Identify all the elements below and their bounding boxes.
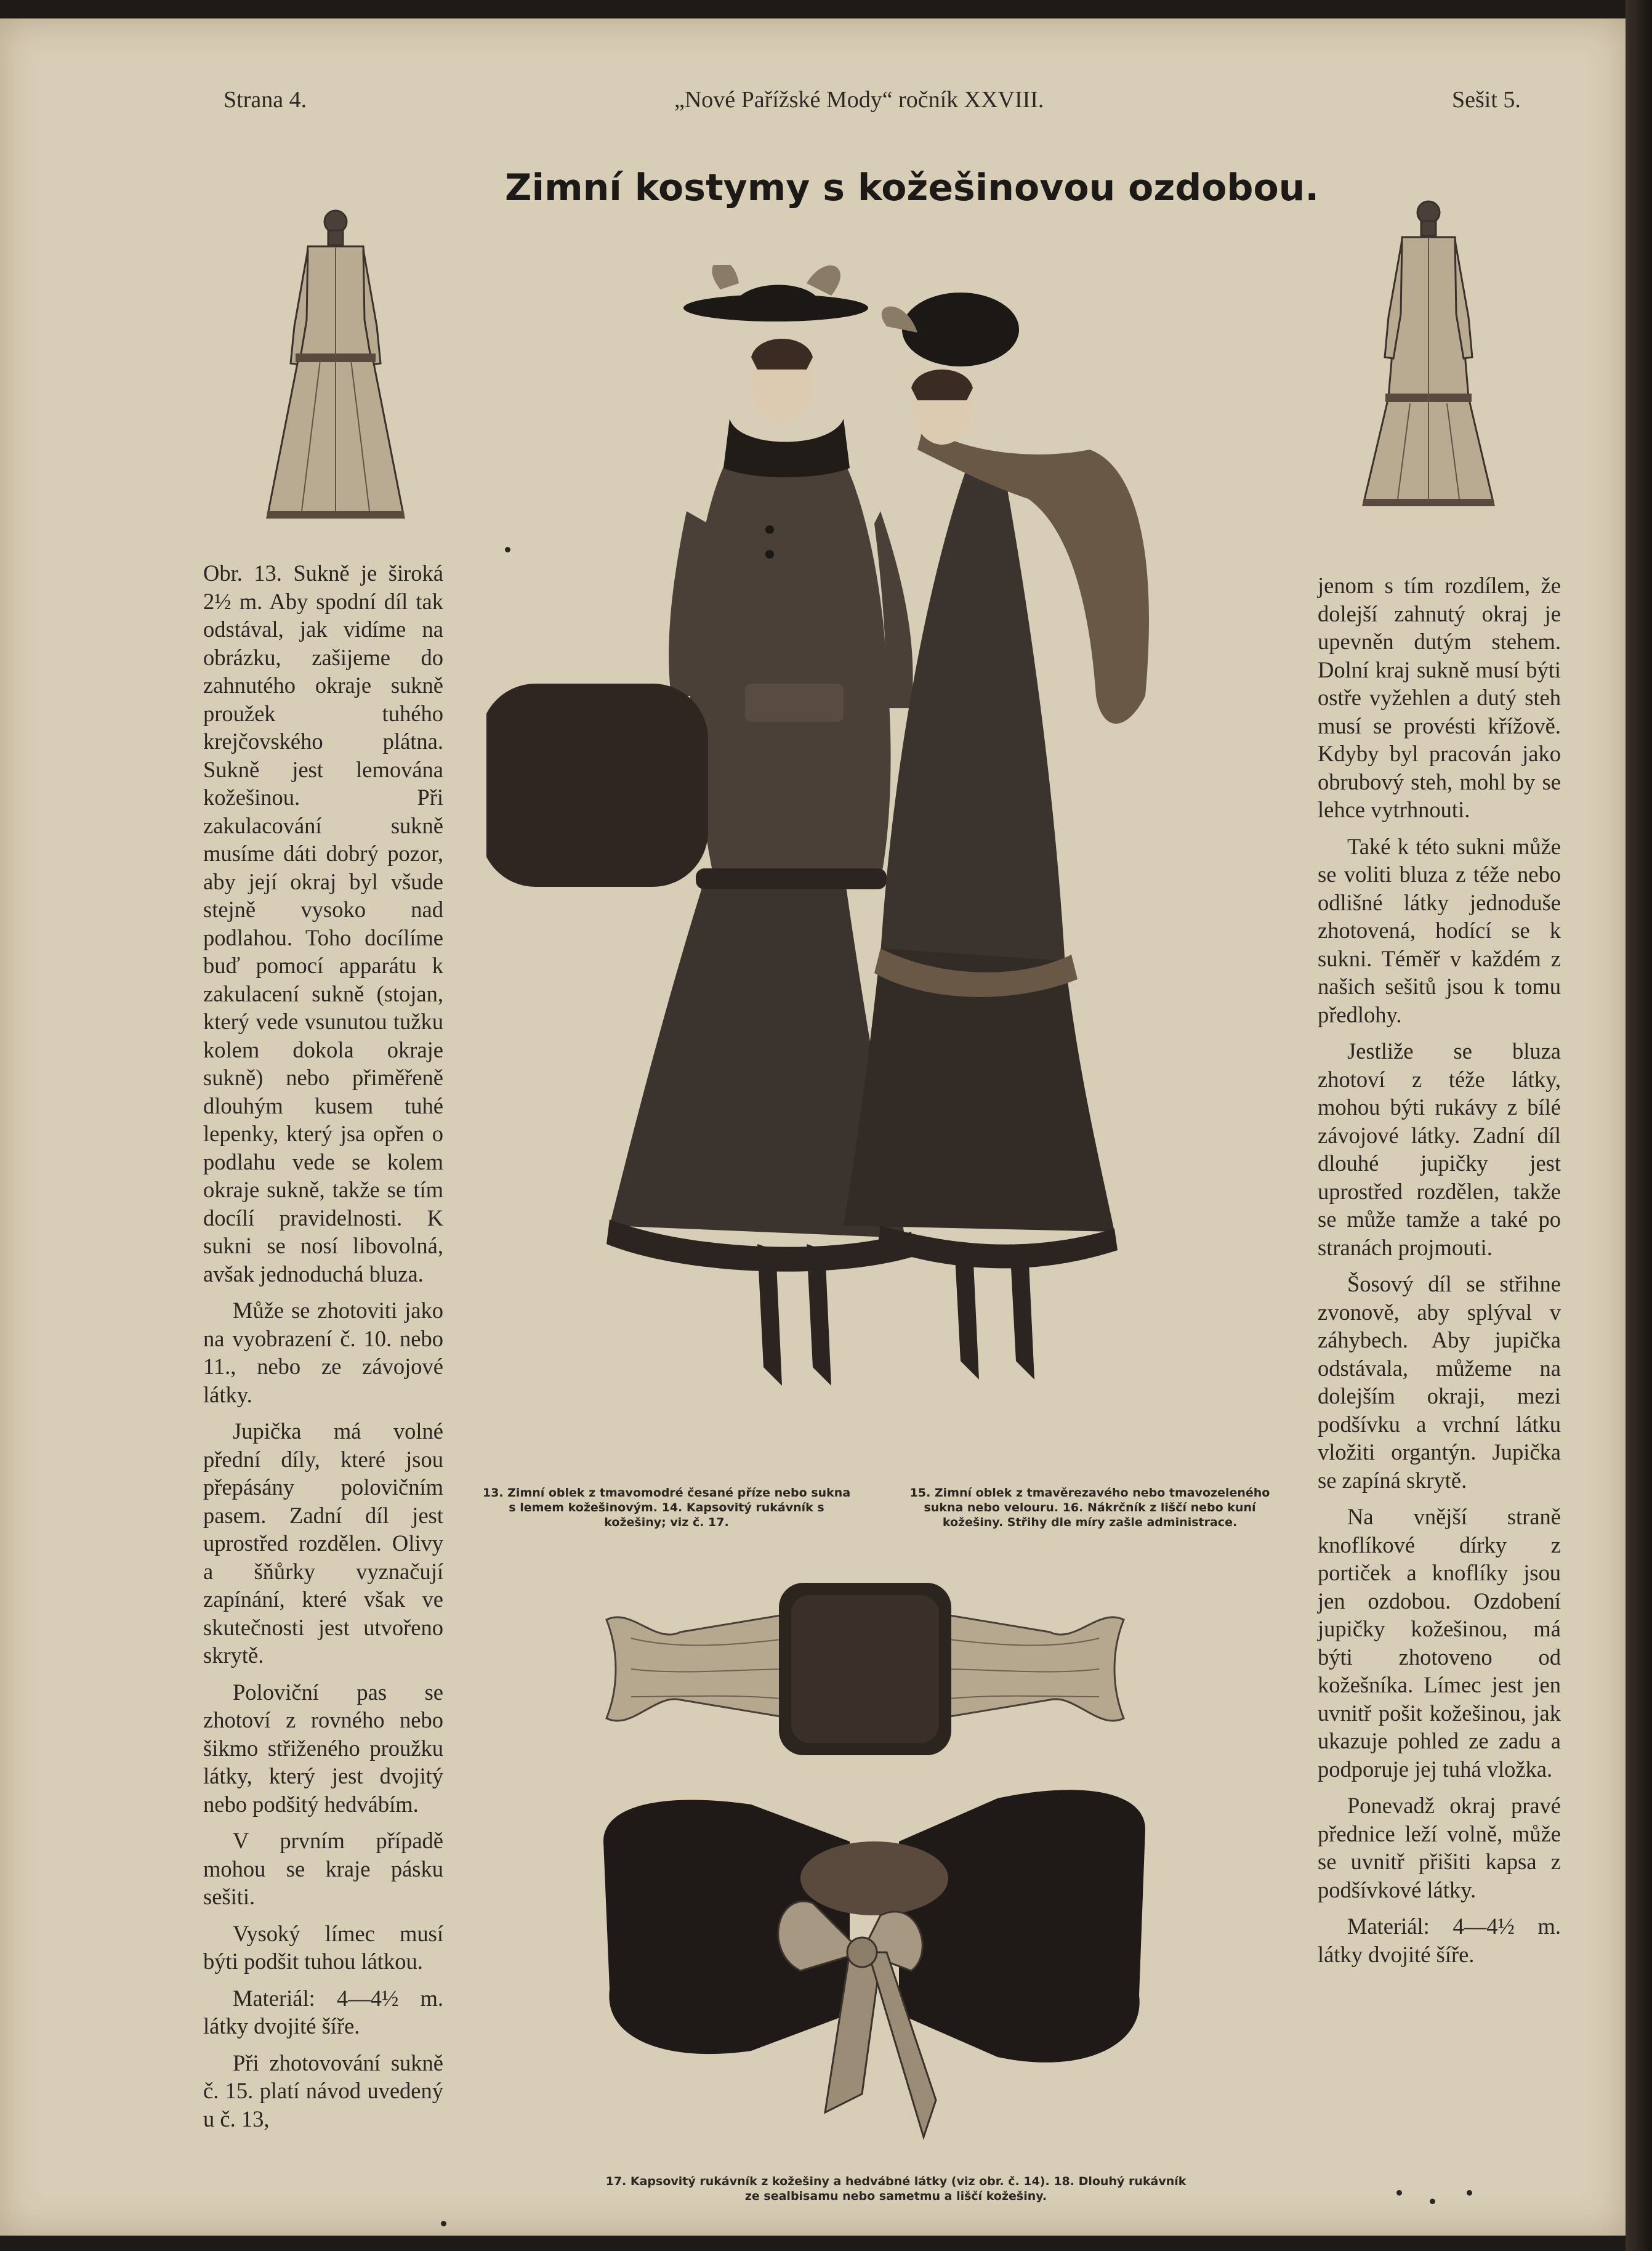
- right-paragraph: Také k této sukni může se voliti bluza z téže nebo odlišné látky jednoduše zhotovená, hodící se k sukni. Téměř v každém z našich sešitů jsou k tomu předlohy.: [1318, 833, 1561, 1027]
- right-paragraph: Na vnější straně knoflíkové dírky z portiček a knoflíky jsou jen ozdobou. Ozdobení jupičky kožešinou, má býti zhotoveno od kožešníka. Límec jest jen uvnitř pošit kožešinou, jak ukazuje pohled ze zadu a podporuje jej tuhá vložka.: [1318, 1504, 1561, 1782]
- magazine-name: „Nové Pařížské Mody“ ročník XXVIII.: [674, 87, 1044, 113]
- right-paragraph: Šosový díl se střihne zvonově, aby splýval v záhybech. Aby jupička odstávala, můžeme na dolejším okraji, mezi podšívku a vrchní látku vložiti organtýn. Jupička se zapíná skrytě.: [1318, 1271, 1561, 1493]
- big-muff: [486, 684, 708, 887]
- muff-sealbisam-with-bow: [591, 1768, 1158, 2149]
- ornament-dot: [1467, 2190, 1472, 2196]
- left-paragraph: Poloviční pas se zhotoví z rovného nebo šikmo střiženého proužku látky, který jest dvojitý nebo podšitý hedvábím.: [203, 1679, 443, 1817]
- caption-figures-17-18: 17. Kapsovitý rukávník z kožešiny a hedvábné látky (viz obr. č. 14). 18. Dlouhý rukávník ze sealbisamu nebo sametmu a liščí kožešiny.: [605, 2175, 1187, 2203]
- left-paragraph: Jupička má volné přední díly, které jsou přepásány polovičním pasem. Zadní díl jest uprostřed rozdělen. Olivy a šňůrky vyznačují zapínání, které však ve skutečnosti jest utvořeno skrytě.: [203, 1418, 443, 1668]
- back-view-sketch-left: [259, 203, 413, 523]
- print-speck: [441, 2221, 446, 2226]
- magazine-page: [0, 18, 1626, 2236]
- right-paragraph: Ponevadž okraj pravé přednice leží volně, může se uvnitř přišiti kapsa z podšívkové látky.: [1318, 1793, 1561, 1902]
- right-paragraph: jenom s tím rozdílem, že dolejší zahnutý okraj je upevněn dutým stehem. Dolní kraj sukně musí býti ostře vyžehlen a dutý steh musí se provésti křížově. Kdyby byl pracován jako obrubový steh, mohl by se lehce vytrhnouti.: [1318, 573, 1561, 822]
- left-paragraph: Při zhotovování sukně č. 15. platí návod uvedený u č. 13,: [203, 2050, 443, 2132]
- left-paragraph: Může se zhotoviti jako na vyobrazení č. 10. nebo 11., nebo ze závojové látky.: [203, 1298, 443, 1407]
- two-women-winter-costumes: [486, 265, 1262, 1447]
- ornament-dot: [1430, 2199, 1435, 2204]
- left-text-column: [203, 559, 443, 2141]
- print-speck: [505, 547, 510, 552]
- figure-15-woman: [844, 293, 1149, 1380]
- page-title: Zimní kostymy s kožešinovou ozdobou.: [505, 166, 1320, 209]
- muff-fur-and-silk: [594, 1577, 1136, 1761]
- right-text-column: [1318, 572, 1561, 1977]
- left-paragraph: Obr. 13. Sukně je široká 2½ m. Aby spodní díl tak odstával, jak vidíme na obrázku, zašijeme do zahnutého okraje sukně proužek tuhého krejčovského plátna. Sukně jest lemována kožešinou. Při zakulacování sukně musíme dáti dobrý pozor, aby její okraj byl všude stejně vysoko nad podlahou. Toho docílíme buď pomocí apparátu k zakulacení sukně (stojan, který vede vsunutou tužku kolem dokola okraje sukně) nebo přiměřeně dlouhým kusem tuhé lepenky, který jsa opřen o podlahu vede se kolem okraje sukně, takže se tím docílí pravidelnosti. K sukni se nosí libovolná, avšak jednoduchá bluza.: [203, 560, 443, 1287]
- caption-figures-13-14: 13. Zimní oblek z tmavomodré česané příze nebo sukna s lemem kožešinovým. 14. Kapsovitý rukávník s kožešiny; viz č. 17.: [482, 1486, 851, 1529]
- issue-number: Sešit 5.: [1452, 87, 1521, 113]
- right-paragraph: Materiál: 4—4½ m. látky dvojité šíře.: [1318, 1914, 1561, 1967]
- back-view-sketch-right: [1352, 194, 1505, 514]
- left-paragraph: V prvním případě mohou se kraje pásku sešiti.: [203, 1828, 443, 1909]
- ornament-dot: [1396, 2190, 1402, 2196]
- right-paragraph: Jestliže se bluza zhotoví z téže látky, mohou býti rukávy z bílé závojové látky. Zadní díl dlouhé jupičky jest uprostřed rozdělen, takže se může tamže a také po stranách projmouti.: [1318, 1038, 1561, 1260]
- left-paragraph: Vysoký límec musí býti podšit tuhou látkou.: [203, 1920, 443, 1974]
- left-paragraph: Materiál: 4—4½ m. látky dvojité šíře.: [203, 1985, 443, 2039]
- page-number: Strana 4.: [224, 87, 307, 113]
- caption-figures-15-16: 15. Zimní oblek z tmavěrezavého nebo tmavozeleného sukna nebo velouru. 16. Nákrčník z liščí nebo kuní kožešiny. Střihy dle míry zašle administrace.: [909, 1486, 1270, 1529]
- binding-edge: [1626, 0, 1652, 2251]
